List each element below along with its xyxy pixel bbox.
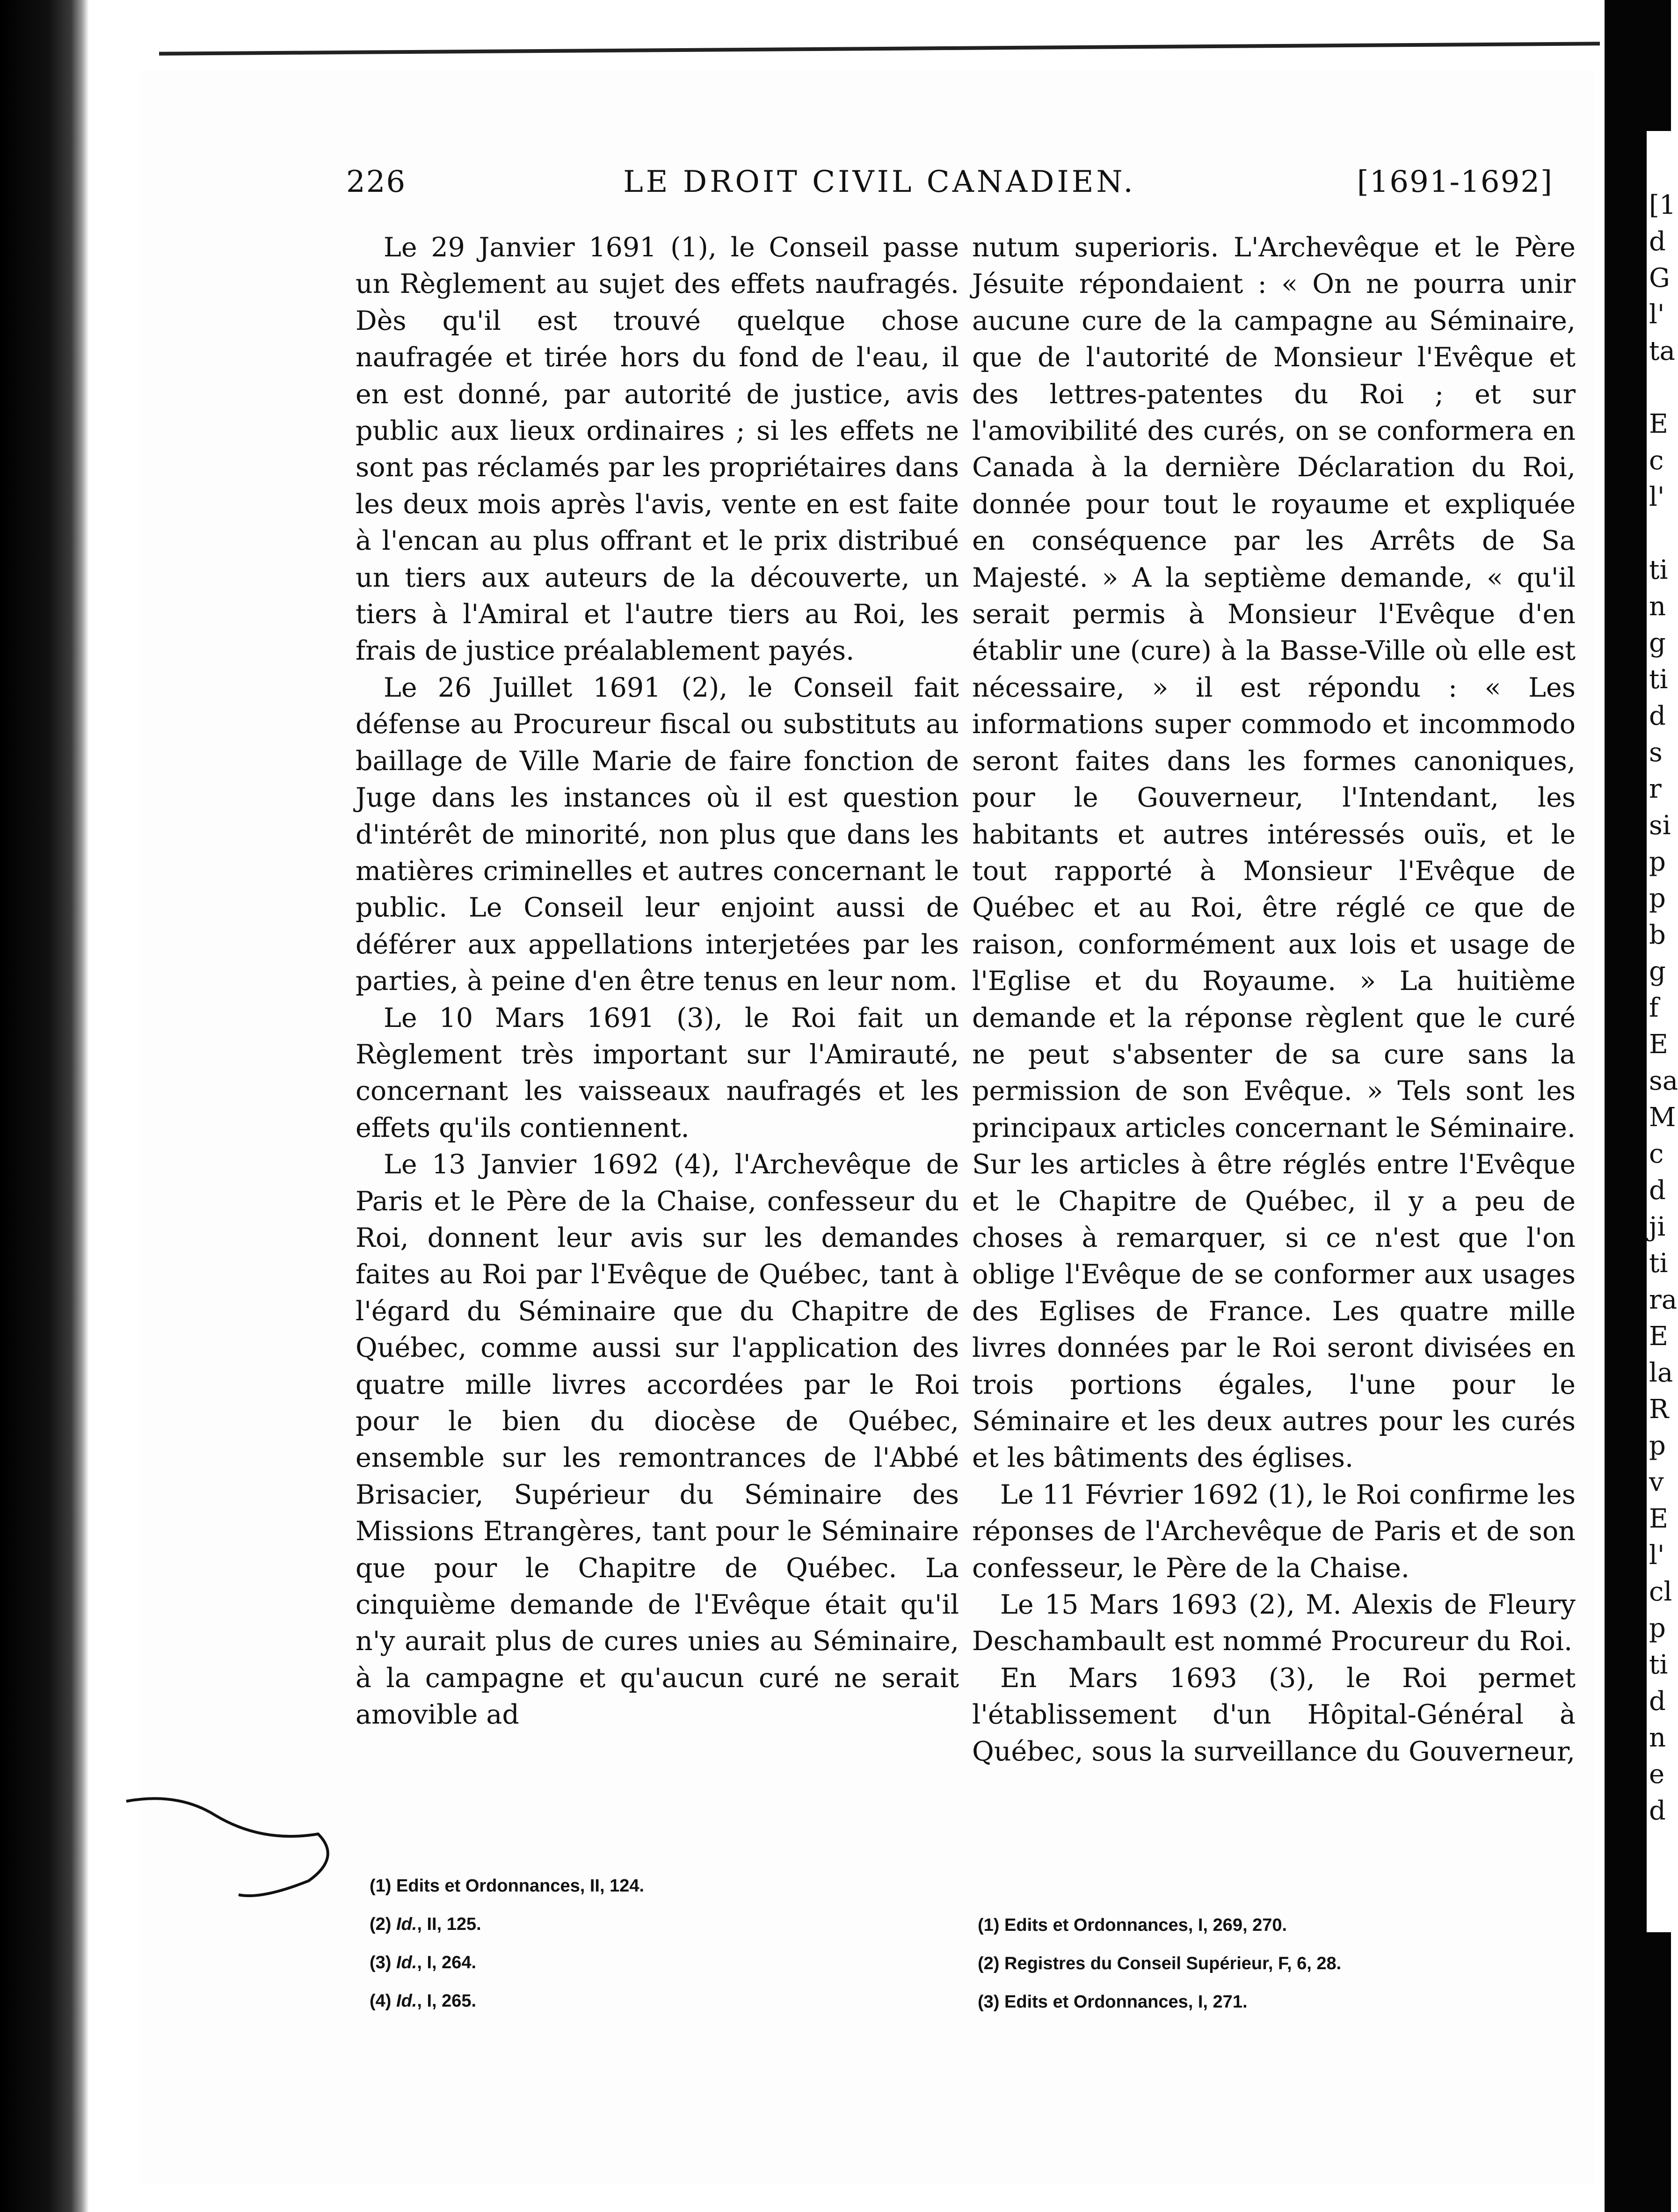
footnote: (1) Edits et Ordonnances, I, 269, 270.	[978, 1915, 1287, 1935]
edge-letter: b	[1649, 920, 1666, 950]
edge-letter: d	[1649, 1686, 1666, 1717]
edge-letter: c	[1649, 1139, 1664, 1169]
scan-left-border	[0, 0, 89, 2212]
edge-letter: ra	[1649, 1285, 1678, 1315]
right-column	[972, 229, 1576, 1770]
edge-letter	[1649, 516, 1672, 552]
paragraph: Le 26 Juillet 1691 (2), le Conseil fait défense au Procureur fiscal ou substituts au baillage de Ville Marie de faire fonction de Juge dans les instances où il est question d'intérêt de minorité, non plus que dans les matières criminelles et autres concernant le public. Le Conseil leur enjoint aussi de déférer aux appellations interjetées par les parties, à peine d'en être tenus en leur nom.	[356, 672, 959, 997]
footnote: (3) Edits et Ordonnances, I, 271.	[978, 1992, 1248, 2012]
page-number: 226	[346, 165, 407, 199]
edge-letter: d	[1649, 701, 1666, 731]
edge-letter: g	[1649, 628, 1666, 658]
footnote: (2) Registres du Conseil Supérieur, F, 6, 28.	[978, 1954, 1342, 1973]
paragraph: Le 13 Janvier 1692 (4), l'Archevêque de Paris et le Père de la Chaise, confesseur du Roi, donnent leur avis sur les demandes faites au Roi par l'Evêque de Québec, tant à l'égard du Séminaire que du Chapitre de Québec, comme aussi sur l'application des quatre mille livres accordées par le Roi pour le bien du diocèse de Québec, ensemble sur les remontrances de l'Abbé Brisacier, Supérieur du Séminaire des Missions Etrangères, tant pour le Séminaire que pour le Chapitre de Québec. La cinquième demande de l'Evêque était qu'il n'y aurait plus de cures unies au Séminaire, à la campagne et qu'aucun curé ne serait amovible ad	[356, 1149, 959, 1731]
edge-letter: l'	[1649, 299, 1665, 330]
edge-letter: ti	[1649, 664, 1668, 695]
edge-letter: r	[1649, 774, 1662, 804]
footnote: (4) Id., I, 265.	[370, 1991, 477, 2011]
paragraph: Le 11 Février 1692 (1), le Roi confirme les réponses de l'Archevêque de Paris et de son confesseur, le Père de la Chaise.	[972, 1479, 1576, 1584]
edge-letter: cl	[1649, 1577, 1672, 1607]
footnotes-right	[978, 1906, 1581, 2021]
edge-letter: c	[1649, 445, 1664, 476]
edge-letter: p	[1649, 1613, 1666, 1644]
edge-letter: d	[1649, 1175, 1666, 1206]
page-title: LE DROIT CIVIL CANADIEN.	[623, 165, 1136, 199]
edge-letter: si	[1649, 810, 1671, 841]
edge-letter: l'	[1649, 482, 1665, 512]
edge-letter: l'	[1649, 1540, 1665, 1571]
edge-letter: ta	[1649, 336, 1675, 366]
edge-letter: M	[1649, 1102, 1676, 1133]
edge-letter: v	[1649, 1467, 1664, 1498]
edge-letter: n	[1649, 591, 1666, 622]
edge-letter: E	[1649, 1321, 1668, 1352]
edge-letter: E	[1649, 409, 1668, 439]
footnote: (2) Id., II, 125.	[370, 1914, 481, 1934]
paragraph: Le 29 Janvier 1691 (1), le Conseil passe un Règlement au sujet des effets naufragés. Dès qu'il est trouvé quelque chose naufragée et tirée hors du fond de l'eau, il en est donné, par autorité de justice, avis public aux lieux ordinaires ; si les effets ne sont pas réclamés par les propriétaires dans les deux mois après l'avis, vente en est faite à l'encan au plus offrant et le prix distribué un tiers aux auteurs de la découverte, un tiers à l'Amiral et l'autre tiers au Roi, les frais de justice préalablement payés.	[356, 232, 959, 667]
edge-letter: p	[1649, 847, 1666, 877]
edge-letter: E	[1649, 1029, 1668, 1060]
paragraph: Le 10 Mars 1691 (3), le Roi fait un Règlement très important sur l'Amirauté, concernant les vaisseaux naufragés et les effets qu'ils contiennent.	[356, 1002, 959, 1143]
edge-letter: e	[1649, 1759, 1665, 1790]
paragraph: nutum superioris. L'Archevêque et le Père Jésuite répondaient : « On ne pourra unir aucune cure de la campagne au Séminaire, que de l'autorité de Monsieur l'Evêque et des lettres-patentes du Roi ; et sur l'amovibilité des curés, on se conformera en Canada à la dernière Déclaration du Roi, donnée pour tout le royaume et expliquée en conséquence par les Arrêts de Sa Majesté. » A la septième demande, « qu'il serait permis à Monsieur l'Evêque d'en établir une (cure) à la Basse-Ville où elle est nécessaire, » il est répondu : « Les informations super commodo et incommodo seront faites dans les formes canoniques, pour le Gouverneur, l'Intendant, les habitants et autres intéressés ouïs, et le tout rapporté à Monsieur l'Evêque de Québec et au Roi, être réglé ce que de raison, conformément aux lois et usage de l'Eglise et du Royaume. » La huitième demande et la réponse règlent que le curé ne peut s'absenter de sa cure sans la permission de son Evêque. » Tels sont les principaux articles concernant le Séminaire. Sur les articles à être réglés entre l'Evêque et le Chapitre de Québec, il y a peu de choses à remarquer, si ce n'est que l'on oblige l'Evêque de se conformer aux usages des Eglises de France. Les quatre mille livres données par le Roi seront divisées en trois portions égales, l'une pour le Séminaire et les deux autres pour les curés et les bâtiments des églises.	[972, 232, 1576, 1474]
edge-letter: n	[1649, 1723, 1666, 1753]
paragraph: En Mars 1693 (3), le Roi permet l'établissement d'un Hôpital-Général à Québec, sous la surveillance du Gouverneur,	[972, 1662, 1576, 1767]
footnote: (1) Edits et Ordonnances, II, 124.	[370, 1876, 645, 1896]
paragraph: Le 15 Mars 1693 (2), M. Alexis de Fleury Deschambault est nommé Procureur du Roi.	[972, 1589, 1576, 1657]
edge-letter: g	[1649, 956, 1666, 987]
edge-letter: ti	[1649, 1248, 1668, 1279]
edge-letter: s	[1649, 737, 1663, 768]
edge-letter: G	[1649, 263, 1670, 293]
edge-letter: p	[1649, 1431, 1666, 1461]
edge-letter: ti	[1649, 555, 1668, 585]
footnote: (3) Id., I, 264.	[370, 1953, 477, 1972]
edge-letter: d	[1649, 1796, 1666, 1826]
edge-letter	[1649, 370, 1672, 406]
footnotes-left	[370, 1867, 973, 2020]
edge-letter: d	[1649, 226, 1666, 257]
running-head	[206, 165, 1553, 207]
edge-letter: p	[1649, 883, 1666, 914]
left-column	[356, 229, 959, 1733]
edge-letter: ji	[1649, 1212, 1666, 1242]
edge-letter: R	[1649, 1394, 1669, 1425]
edge-letter: E	[1649, 1504, 1668, 1534]
edge-letter: ti	[1649, 1650, 1668, 1680]
edge-letter: f	[1649, 993, 1659, 1023]
edge-letter: sa	[1649, 1066, 1678, 1096]
date-range: [1691-1692]	[1357, 165, 1553, 199]
pen-scribble-mark	[122, 1787, 346, 1904]
next-page-edge-letters	[1649, 187, 1678, 1829]
top-border-rule	[159, 42, 1600, 56]
edge-letter: [1	[1649, 190, 1676, 220]
edge-letter: la	[1649, 1358, 1673, 1388]
